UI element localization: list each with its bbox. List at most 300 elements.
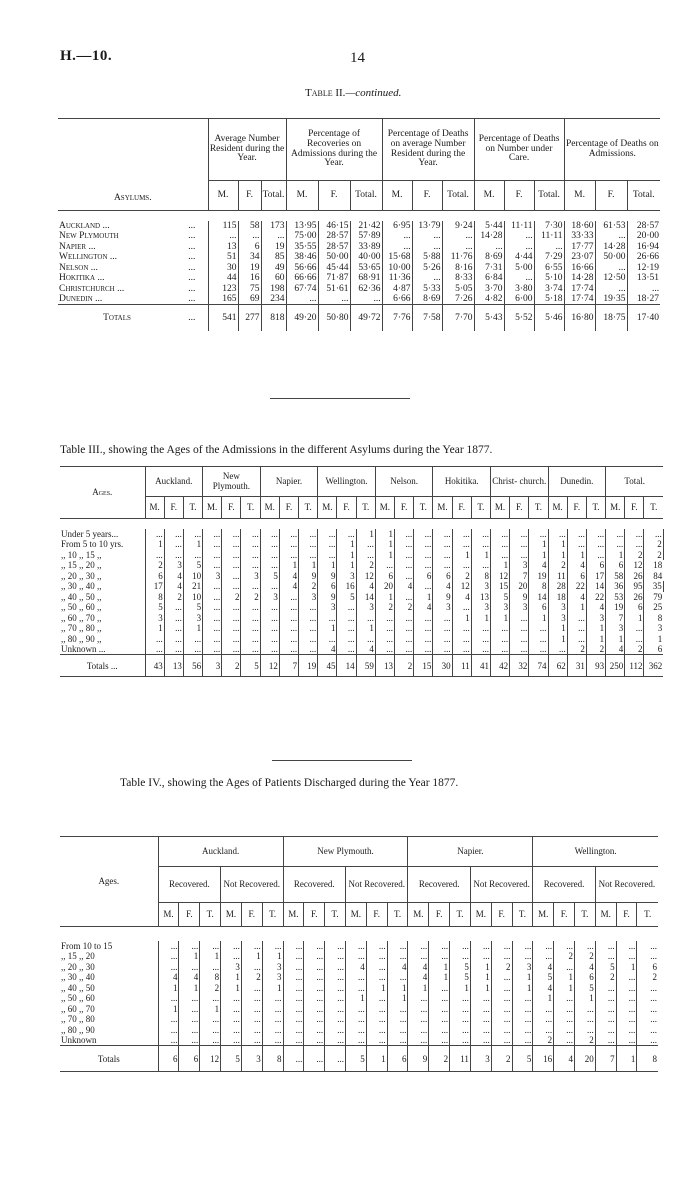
table-cell: 4	[533, 962, 554, 973]
table-row	[60, 634, 663, 645]
table-cell: 16	[337, 581, 356, 592]
table-cell: 1	[429, 972, 450, 983]
table-cell: 12	[490, 571, 509, 582]
table-cell: ...	[366, 972, 387, 983]
table-cell: 58	[238, 221, 261, 232]
table4	[60, 836, 658, 1072]
row-leader: ...	[188, 273, 196, 284]
table-cell: ...	[625, 529, 644, 540]
table-cell: ...	[529, 623, 548, 634]
table-cell: ...	[429, 1004, 450, 1015]
table-cell: 5·88	[412, 252, 442, 263]
table-cell: ...	[325, 972, 346, 983]
totals-cell: 5	[512, 1046, 533, 1072]
table-cell: ...	[574, 941, 595, 952]
table-cell: ...	[414, 581, 433, 592]
table-cell: ...	[366, 951, 387, 962]
table4-subheader-cell: F.	[429, 903, 450, 927]
table2-group-header: Percentage of Deaths on Admissions.	[564, 119, 660, 181]
table-cell: ...	[222, 613, 241, 624]
table-cell: 11·76	[442, 252, 474, 263]
table-cell: ...	[412, 242, 442, 253]
table-cell: ...	[304, 1004, 325, 1015]
row-label: ,, 10 ,, 15 ,,	[61, 549, 102, 560]
table-cell: 6	[574, 972, 595, 983]
table4-kind-header: Not Recovered.	[595, 867, 658, 903]
table-cell: 10	[183, 592, 202, 603]
totals-cell: 16·80	[564, 305, 595, 331]
table-cell: 62·36	[350, 284, 382, 295]
table-cell: ...	[616, 993, 637, 1004]
table-cell: ...	[471, 529, 490, 540]
row-label: ,, 40 ,, 50	[61, 982, 95, 993]
table-cell: ...	[548, 644, 567, 655]
table4-kind-header: Not Recovered.	[345, 867, 408, 903]
table-cell: 13·79	[412, 221, 442, 232]
table-cell: ...	[145, 634, 164, 645]
table-cell: 4	[408, 962, 429, 973]
table-cell: 26	[625, 592, 644, 603]
table-cell: 5	[490, 592, 509, 603]
table-cell: ...	[222, 550, 241, 561]
table-cell: 16·66	[564, 263, 595, 274]
table-cell: 5·05	[442, 284, 474, 295]
table-cell: ...	[574, 1004, 595, 1015]
totals-cell: 250	[606, 655, 625, 677]
table-cell: ...	[490, 634, 509, 645]
table-cell: ...	[408, 1035, 429, 1046]
table-cell: ...	[158, 993, 179, 1004]
table3-subheader-cell: F.	[395, 497, 414, 519]
table-row	[60, 571, 663, 582]
table-cell: 1	[606, 550, 625, 561]
table-cell: 4	[606, 644, 625, 655]
table-cell: ...	[260, 613, 279, 624]
table-cell: ...	[325, 941, 346, 952]
table-cell: 11	[548, 571, 567, 582]
table-cell: ...	[283, 983, 304, 994]
table-cell: ...	[145, 644, 164, 655]
table4-subheader-cell: T.	[637, 903, 658, 927]
row-label: ,, 40 ,, 50 ,,	[61, 591, 102, 602]
table-cell: ...	[262, 1025, 283, 1036]
table-cell: 3	[164, 560, 183, 571]
table3-subheader-cell: T.	[644, 497, 663, 519]
table-cell: ...	[595, 263, 627, 274]
table-cell: ...	[452, 529, 471, 540]
table-cell: ...	[304, 983, 325, 994]
table-cell: ...	[262, 993, 283, 1004]
table-cell: ...	[412, 231, 442, 242]
table-cell: 9	[299, 571, 318, 582]
table-cell: ...	[241, 644, 260, 655]
table-cell: ...	[382, 231, 412, 242]
table-cell: 9	[318, 571, 337, 582]
table-cell: ...	[318, 550, 337, 561]
row-label: ,, 15 ,, 20	[61, 951, 95, 962]
row-leader: ...	[188, 231, 196, 242]
table-cell: 3	[260, 592, 279, 603]
table-row	[60, 550, 663, 561]
totals-label: Totals ...	[86, 660, 118, 671]
table-cell: 7·31	[474, 263, 504, 274]
row-label: Nelson ...	[59, 262, 98, 273]
table-cell: ...	[433, 560, 452, 571]
table-cell: ...	[442, 242, 474, 253]
table-cell: ...	[429, 993, 450, 1004]
table-cell: 1	[548, 623, 567, 634]
table2-subheader-cell: F.	[238, 181, 261, 211]
totals-cell: 43	[145, 655, 164, 677]
table-cell: ...	[491, 1004, 512, 1015]
table-cell: ...	[625, 634, 644, 645]
table-cell: ...	[512, 1035, 533, 1046]
table-cell: ...	[595, 1035, 616, 1046]
table-cell: 1	[145, 539, 164, 550]
table-cell: ...	[179, 1004, 200, 1015]
table-cell: 58	[606, 571, 625, 582]
table2-subheader-cell: Total.	[350, 181, 382, 211]
table-cell: 2	[164, 592, 183, 603]
table3-subheader-cell: F.	[452, 497, 471, 519]
row-label: ,, 50 ,, 60 ,,	[61, 602, 102, 613]
table-cell: ...	[637, 983, 658, 994]
table-cell: ...	[554, 1035, 575, 1046]
table-cell: ...	[222, 571, 241, 582]
table-cell: ...	[279, 613, 298, 624]
table-cell: ...	[241, 602, 260, 613]
table-cell: ...	[429, 941, 450, 952]
table-cell: ...	[318, 294, 350, 305]
table-cell: 45·44	[318, 263, 350, 274]
table-cell: 4	[387, 962, 408, 973]
table-cell: 84	[644, 571, 663, 582]
table-cell: 1	[241, 951, 262, 962]
table-cell: ...	[345, 1035, 366, 1046]
table-cell: 13	[208, 242, 238, 253]
table-cell: 12	[356, 571, 375, 582]
totals-cell: 17·40	[627, 305, 660, 331]
table-cell: ...	[241, 550, 260, 561]
table-cell: 1	[586, 634, 605, 645]
table-row	[60, 529, 663, 540]
table-cell: ...	[395, 529, 414, 540]
table-cell: ...	[595, 231, 627, 242]
table-cell: ...	[375, 623, 394, 634]
table-cell: 9·24	[442, 221, 474, 232]
table-cell: 1	[644, 634, 663, 645]
table-cell: 2	[586, 644, 605, 655]
table2	[58, 118, 660, 331]
table-cell: ...	[318, 634, 337, 645]
table-cell: ...	[325, 1014, 346, 1025]
table-cell: 4·44	[504, 252, 534, 263]
table-cell: 1	[356, 623, 375, 634]
row-label: ,, 50 ,, 60	[61, 993, 95, 1004]
table4-caption: Table IV., showing the Ages of Patients Discharged during the Year 1877.	[120, 777, 459, 789]
table-cell: 2	[548, 560, 567, 571]
table-cell: ...	[241, 613, 260, 624]
row-label: ,, 20 ,, 30 ,,	[61, 570, 102, 581]
table-cell: 5	[145, 602, 164, 613]
table-cell: ...	[450, 941, 471, 952]
table-cell: ...	[510, 623, 529, 634]
table-cell: ...	[299, 550, 318, 561]
table-cell: ...	[533, 1014, 554, 1025]
table-cell: 1	[221, 983, 242, 994]
table-cell: 50·00	[318, 252, 350, 263]
totals-cell: 74	[529, 655, 548, 677]
totals-cell: 93	[586, 655, 605, 677]
table-cell: ...	[203, 592, 222, 603]
table4-subheader-cell: M.	[408, 903, 429, 927]
table-cell: ...	[533, 1004, 554, 1015]
table-cell: ...	[203, 644, 222, 655]
table3-subheader-cell: F.	[337, 497, 356, 519]
table-cell: ...	[179, 941, 200, 952]
table-cell: 3	[512, 962, 533, 973]
table4-subheader-cell: M.	[470, 903, 491, 927]
table-cell: ...	[222, 634, 241, 645]
table-cell: 3	[356, 602, 375, 613]
table-cell: ...	[567, 613, 586, 624]
table-cell: ...	[433, 539, 452, 550]
table-cell: ...	[567, 623, 586, 634]
table-cell: ...	[183, 644, 202, 655]
row-leader: ...	[188, 262, 196, 273]
table-cell: 46·15	[318, 221, 350, 232]
table3-subheader-cell: M.	[145, 497, 164, 519]
table-cell: 1	[616, 962, 637, 973]
table-cell: ...	[450, 993, 471, 1004]
table4-kind-header: Recovered.	[158, 867, 220, 903]
table-cell: ...	[470, 951, 491, 962]
table-cell: ...	[414, 634, 433, 645]
table-cell: 1	[375, 592, 394, 603]
table-cell: 12·19	[627, 263, 660, 274]
table-cell: ...	[491, 1035, 512, 1046]
table-cell: ...	[222, 581, 241, 592]
table-cell: ...	[595, 951, 616, 962]
table-cell: 40·00	[350, 252, 382, 263]
table-cell: ...	[408, 941, 429, 952]
table-cell: 1	[606, 634, 625, 645]
totals-cell: 6	[158, 1046, 179, 1072]
table-cell: 115	[208, 221, 238, 232]
table-row	[58, 252, 660, 263]
table-cell: ...	[637, 1035, 658, 1046]
totals-cell: 9	[408, 1046, 429, 1072]
table-cell: 30	[208, 263, 238, 274]
table3-subheader-cell: T.	[183, 497, 202, 519]
table-cell: ...	[595, 1025, 616, 1036]
table-cell: ...	[260, 581, 279, 592]
table2-totals-row	[58, 305, 660, 331]
table-cell: ...	[221, 1035, 242, 1046]
table-cell: ...	[433, 529, 452, 540]
table-cell: 3	[548, 613, 567, 624]
table-cell: ...	[283, 951, 304, 962]
table-cell: ...	[158, 941, 179, 952]
table2-subheader-cell: Total.	[261, 181, 286, 211]
table-cell: ...	[504, 242, 534, 253]
table-cell: ...	[375, 634, 394, 645]
table-cell: ...	[241, 993, 262, 1004]
table-cell: 1	[375, 529, 394, 540]
table-cell: ...	[304, 993, 325, 1004]
table-cell: ...	[260, 634, 279, 645]
table-cell: ...	[299, 623, 318, 634]
table3-subheader-cell: T.	[414, 497, 433, 519]
table-cell: 4	[164, 581, 183, 592]
table-cell: 1	[318, 560, 337, 571]
table-cell: 14	[356, 592, 375, 603]
table3-subheader-cell: M.	[606, 497, 625, 519]
table-cell: 14·28	[564, 273, 595, 284]
table-cell: ...	[408, 1014, 429, 1025]
table4-subheader-cell: F.	[366, 903, 387, 927]
table-cell: ...	[356, 634, 375, 645]
table-cell: ...	[145, 529, 164, 540]
totals-cell: 7·58	[412, 305, 442, 331]
row-label: Dunedin ...	[59, 294, 103, 304]
table-cell: 66·66	[286, 273, 318, 284]
totals-cell: 49·72	[350, 305, 382, 331]
table-cell: 5	[183, 560, 202, 571]
table-cell: ...	[606, 539, 625, 550]
totals-cell: ...	[283, 1046, 304, 1072]
table-cell: ...	[433, 613, 452, 624]
row-leader: ...	[188, 312, 196, 323]
table-cell: 11·11	[504, 221, 534, 232]
table-cell: ...	[616, 1014, 637, 1025]
table-cell: ...	[183, 634, 202, 645]
totals-cell: 12	[200, 1046, 221, 1072]
table-cell: 5·26	[412, 263, 442, 274]
table-cell: 5	[450, 962, 471, 973]
table-cell: ...	[222, 560, 241, 571]
table-cell: 28·57	[318, 242, 350, 253]
totals-cell: 11	[452, 655, 471, 677]
table-cell: ...	[304, 951, 325, 962]
table-cell: 13	[471, 592, 490, 603]
table-cell: ...	[574, 1014, 595, 1025]
table-cell: ...	[279, 634, 298, 645]
table-cell: 33·33	[564, 231, 595, 242]
table-cell: 6	[567, 571, 586, 582]
row-label: Unknown	[61, 1035, 97, 1045]
table-cell: 1	[548, 550, 567, 561]
table-cell: 1	[158, 983, 179, 994]
table4-subheader-cell: M.	[595, 903, 616, 927]
table4-totals-row	[60, 1046, 658, 1072]
totals-cell: 541	[208, 305, 238, 331]
table4-subheader-cell: F.	[241, 903, 262, 927]
totals-cell: 112	[625, 655, 644, 677]
table-cell: 22	[567, 581, 586, 592]
table3-subheader-cell: T.	[471, 497, 490, 519]
table-cell: ...	[183, 550, 202, 561]
table-row	[60, 1025, 658, 1036]
table-cell: ...	[491, 1025, 512, 1036]
table-cell: 95	[625, 581, 644, 592]
table-cell: 173	[261, 221, 286, 232]
table-cell: 6·66	[382, 294, 412, 305]
row-label: ,, 60 ,, 70 ,,	[61, 612, 102, 623]
table-cell: 79	[644, 592, 663, 603]
table-cell: ...	[395, 550, 414, 561]
table-cell: ...	[470, 1014, 491, 1025]
table-cell: ...	[345, 1014, 366, 1025]
table-cell: ...	[203, 602, 222, 613]
table-cell: 51·61	[318, 284, 350, 295]
table-cell: 7·29	[534, 252, 564, 263]
table-cell: 1	[574, 993, 595, 1004]
table-cell: ...	[471, 623, 490, 634]
table-cell: ...	[325, 993, 346, 1004]
table-cell: ...	[595, 284, 627, 295]
table-cell: 5·10	[534, 273, 564, 284]
table2-subheader-cell: F.	[504, 181, 534, 211]
table-cell: ...	[554, 1004, 575, 1015]
row-leader: ...	[188, 294, 196, 304]
table-cell: 28·57	[318, 231, 350, 242]
table-cell: ...	[625, 623, 644, 634]
table-cell: 4·82	[474, 294, 504, 305]
table-cell: ...	[200, 993, 221, 1004]
table-cell: 75·00	[286, 231, 318, 242]
table-cell: ...	[490, 644, 509, 655]
table-cell: ...	[158, 962, 179, 973]
table-cell: 4	[574, 962, 595, 973]
table-cell: ...	[586, 550, 605, 561]
table-cell: ...	[337, 644, 356, 655]
table-cell: ...	[158, 1014, 179, 1025]
table-cell: 5·44	[474, 221, 504, 232]
table-cell: ...	[567, 529, 586, 540]
table-cell: 1	[533, 993, 554, 1004]
table-cell: 4	[452, 592, 471, 603]
table-cell: 1	[490, 560, 509, 571]
totals-cell: 362	[644, 655, 663, 677]
table3-group-header: Napier.	[260, 467, 318, 497]
table-cell: ...	[534, 242, 564, 253]
table-cell: 11·36	[382, 273, 412, 284]
table-row	[60, 972, 658, 983]
table-cell: ...	[366, 993, 387, 1004]
table-cell: 3	[471, 602, 490, 613]
table-cell: 3·74	[534, 284, 564, 295]
table-cell: ...	[387, 1025, 408, 1036]
row-label: Auckland ...	[59, 220, 110, 231]
table-cell: ...	[299, 602, 318, 613]
table-cell: ...	[533, 941, 554, 952]
table-cell: ...	[637, 951, 658, 962]
table-cell: ...	[414, 529, 433, 540]
table-cell: ...	[606, 529, 625, 540]
table-cell: ...	[283, 962, 304, 973]
table-cell: 12	[625, 560, 644, 571]
totals-cell: 6	[179, 1046, 200, 1072]
table-cell: ...	[279, 644, 298, 655]
table-cell: 53·65	[350, 263, 382, 274]
table-cell: ...	[382, 242, 412, 253]
table-cell: 75	[238, 284, 261, 295]
table-row	[60, 613, 663, 624]
table-row	[60, 1014, 658, 1025]
table-row	[60, 592, 663, 603]
table-cell: 3	[510, 602, 529, 613]
